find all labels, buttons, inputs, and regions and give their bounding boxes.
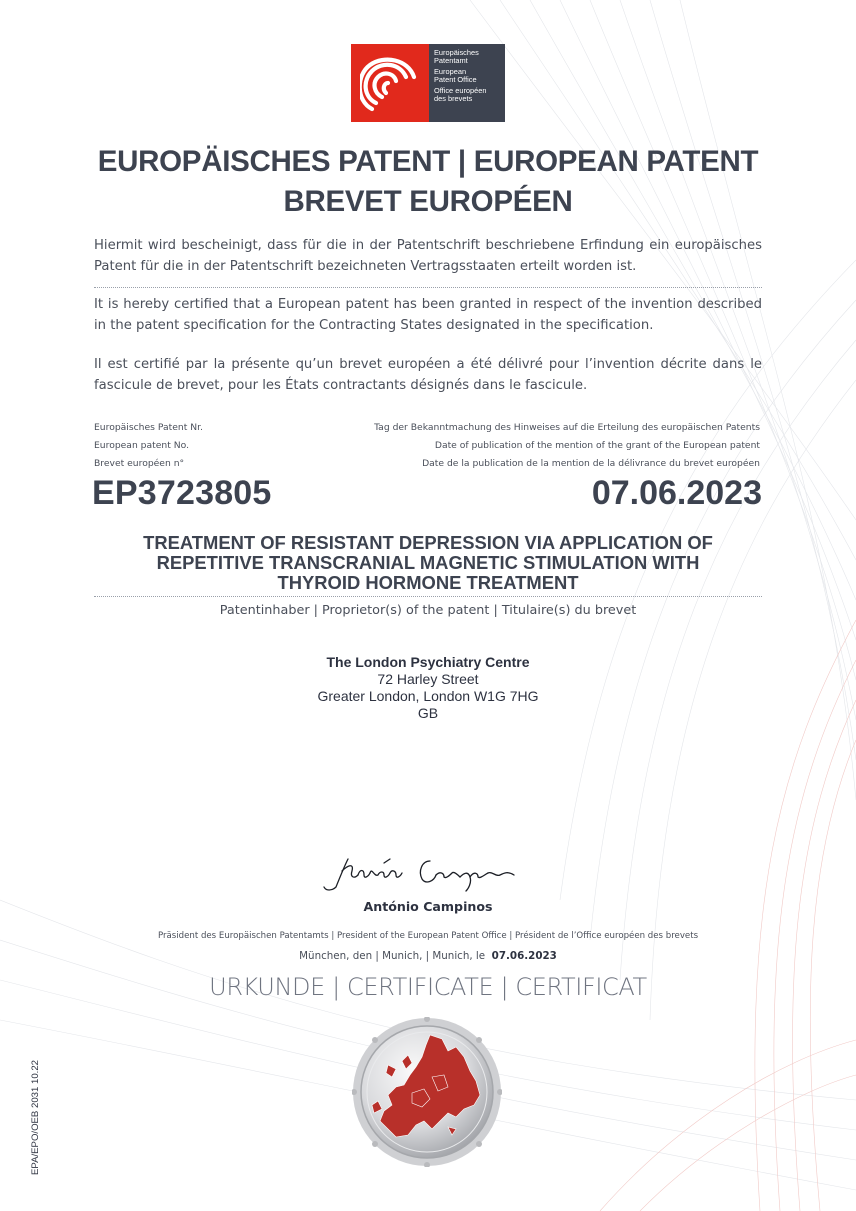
statement-de: Hiermit wird bescheinigt, dass für die in der Patentschrift beschriebene Erfindung ein europäisches Patent für die in der Patentschrift bezeichneten Vertragsstaaten erteilt worden ist. [94, 238, 762, 274]
title-line-2: BREVET EUROPÉEN [283, 185, 573, 218]
logo-line-de-1: Europäisches [434, 48, 479, 57]
handwritten-signature [318, 847, 524, 897]
publication-date-labels [374, 419, 760, 473]
invention-title-line-1: TREATMENT OF RESISTANT DEPRESSION VIA APPLICATION OF [143, 532, 713, 553]
place-and-date [94, 950, 762, 962]
epo-logo [351, 44, 505, 122]
publication-date-label-de: Tag der Bekanntmachung des Hinweises auf die Erteilung des europäischen Patents [374, 422, 760, 433]
invention-title-line-2: REPETITIVE TRANSCRANIAL MAGNETIC STIMULATION WITH [156, 552, 700, 573]
patent-number-labels [94, 419, 203, 473]
publication-date-label-en: Date of publication of the mention of the grant of the European patent [434, 440, 760, 451]
epo-spiral-icon [360, 53, 420, 113]
place-label: München, den | Munich, | Munich, le [299, 950, 486, 962]
invention-title-line-3: THYROID HORMONE TREATMENT [277, 572, 579, 593]
logo-line-de-2: Patentamt [434, 56, 468, 66]
logo-line-fr-2: des brevets [434, 94, 473, 104]
divider [94, 287, 762, 288]
signatory-name: António Campinos [363, 899, 493, 914]
patent-number-label-fr: Brevet européen n° [94, 458, 185, 469]
patent-number-label-en: European patent No. [94, 440, 189, 451]
title-line-1: EUROPÄISCHES PATENT | EUROPEAN PATENT [97, 145, 759, 178]
place-date-value: 07.06.2023 [491, 950, 557, 962]
proprietor-country: GB [417, 705, 439, 721]
certificate-label: URKUNDE | CERTIFICATE | CERTIFICAT [209, 973, 647, 1001]
patent-number: EP3723805 [92, 474, 272, 512]
logo-line-en-1: European [434, 66, 467, 76]
invention-title [94, 533, 762, 593]
statement-fr: Il est certifié par la présente qu’un brevet européen a été délivré pour l’invention décrite dans le fascicule de brevet, pour les États contractants désignés dans le fascicule. [94, 357, 762, 393]
epo-logo-mark [351, 44, 429, 122]
statement-en: It is hereby certified that a European patent has been granted in respect of the invention described in the patent specification for the Contracting States designated in the specification. [94, 297, 762, 333]
epo-seal-europe-map [352, 1017, 502, 1167]
divider [94, 596, 762, 597]
epo-logo-text [429, 44, 505, 122]
proprietor-city: Greater London, London W1G 7HG [317, 688, 539, 704]
signatory-title: Präsident des Europäischen Patentamts | President of the European Patent Office | Président de l’Office européen des brevets [157, 931, 699, 941]
proprietor-name: The London Psychiatry Centre [326, 654, 530, 670]
form-code: EPA/EPO/OEB 2031 10.22 [30, 1059, 41, 1175]
certificate-title [40, 142, 816, 222]
logo-line-en-2: Patent Office [434, 75, 477, 85]
logo-line-fr-1: Office européen [434, 85, 487, 95]
publication-date: 07.06.2023 [591, 474, 762, 512]
proprietor-address [94, 654, 762, 722]
publication-date-label-fr: Date de la publication de la mention de la délivrance du brevet européen [422, 458, 760, 469]
proprietor-street: 72 Harley Street [377, 671, 479, 687]
patent-number-label-de: Europäisches Patent Nr. [94, 422, 203, 433]
proprietor-heading: Patentinhaber | Proprietor(s) of the patent | Titulaire(s) du brevet [219, 603, 637, 618]
